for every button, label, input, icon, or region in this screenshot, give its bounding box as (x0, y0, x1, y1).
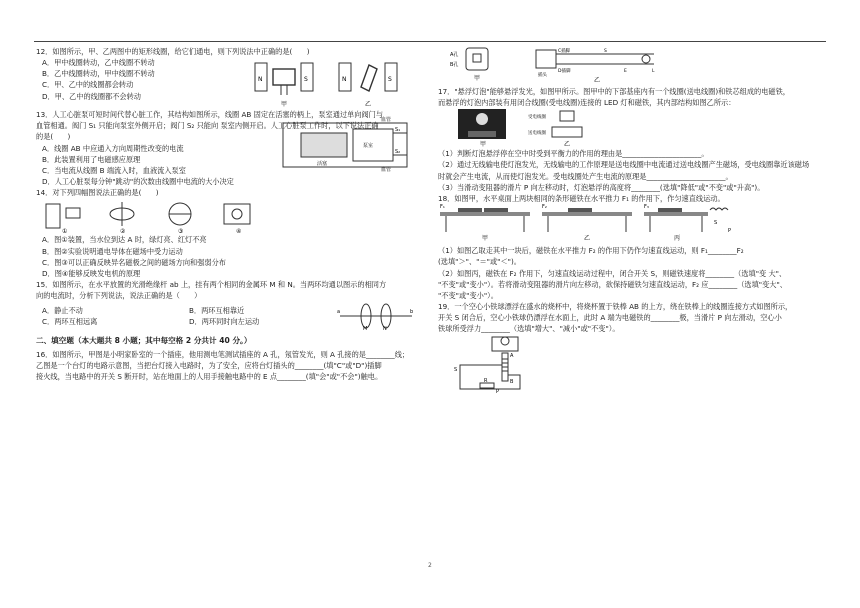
q15-label-n: N (383, 326, 387, 332)
q14-label-2: ② (120, 228, 126, 235)
q16-lamp-circuit-figure (534, 46, 664, 86)
q13-label-vessel-top: 血管 (381, 116, 392, 123)
header-rule (34, 41, 826, 42)
q15-rings-figure (336, 301, 416, 331)
q15-label-m: M (363, 326, 368, 332)
q16-line-2: 乙图是一个台灯的电路示意图，当把台灯接入电路时，为了安全，应将台灯插头的________(填"C"或"D")插脚 (36, 361, 382, 371)
q15-option-a: A．静止不动 (42, 306, 83, 316)
q14-label-4: ④ (236, 228, 242, 235)
q12-magnet-s-jia: S (304, 76, 308, 84)
q18-label-f1: F₁ (440, 204, 445, 211)
q12-block (36, 57, 428, 109)
q19-label-switch: S (454, 366, 458, 373)
q18-sub-2a: （2）如图丙，磁铁在 F₂ 作用下，匀速直线运动过程中，闭合开关 S，则磁铁速度将________（选填"变 大"、 (438, 268, 787, 278)
q18-label-jia: 甲 (482, 235, 489, 243)
q13-option-b: B．此装置利用了电磁感应原理 (42, 154, 141, 164)
q17-label-receiver-coil: 受电线圈 (528, 115, 546, 121)
q14-figure-1 (44, 198, 84, 234)
q14-label-3: ③ (178, 228, 184, 235)
q14-figure-2 (102, 198, 142, 234)
q13-option-d: D．人工心脏泵每分钟"跳动"的次数由线圈中电流的大小决定 (42, 177, 234, 187)
q13-label-s2: S₂ (395, 148, 401, 155)
q18-label-switch: S (714, 220, 718, 227)
q17-line-2: 而悬浮的灯泡内部装有用闭合线圈(受电线圈)连接的 LED 灯和磁铁，其内部结构如图乙所示： (438, 98, 736, 108)
q13-option-c: C．当电流从线圈 B 端流入时，血液流入泵室 (42, 165, 186, 175)
q18-sub-1a: （1）如图乙取走其中一块后，磁铁在水平推力 F₂ 的作用下仍作匀速直线运动，则 F₁________F₂ (438, 246, 744, 256)
q17-line-1: 17．"悬浮灯泡"能够悬浮发光，如图甲所示。图甲中的下部基座内有一个线圈(送电线圈)和铁芯组成的电磁铁， (438, 87, 790, 96)
q14-option-a: A．图①装置，当水位到达 A 时，绿灯亮、红灯不亮 (42, 235, 207, 245)
q13-heart-pump-figure (281, 113, 411, 188)
q13-stem-1: 13．人工心脏泵可短时间代替心脏工作，其结构如图所示，线圈 AB 固定在活塞的柄上，泵室通过单向阀门与 (36, 110, 384, 120)
q14-label-1: ① (62, 228, 68, 235)
q13-stem-3: 的是( ) (36, 132, 71, 142)
q14-stem: 14．对下列四幅图说法正确的是( ) (36, 188, 159, 198)
q16-label-plug: 插头 (538, 73, 547, 78)
q16-label-jia: 甲 (474, 75, 481, 82)
q12-figure-yi (335, 57, 405, 109)
q16-label-yi: 乙 (594, 77, 601, 84)
q17-levitating-bulb-photo (458, 109, 506, 147)
q17-sub-1: （1）判断灯泡悬浮停在空中时受到平衡力的作用的理由是______________________。 (438, 149, 709, 159)
q15-option-b: B．两环互相靠近 (189, 306, 245, 316)
q18-sub-2b: "不变"或"变小"）。若将滑动变阻器的滑片向左移动，欲保持磁铁匀速直线运动，F₂ 应________（选填"变大"、 (438, 279, 787, 289)
q12-label-yi: 乙 (365, 101, 372, 109)
q19-line-3: 铁球所受浮力________（选填"增大"、"减小"或"不变"）。 (438, 324, 620, 334)
q16-label-hole-a: A孔 (450, 52, 459, 58)
q13-label-vessel-bottom: 血管 (381, 166, 392, 173)
q13-stem-2: 血管相通。阀门 S₁ 只能向泵室外侧开启；阀门 S₂ 只能向 泵室内侧开启。人工心脏泵工作时，以下说法正确 (36, 121, 379, 131)
q18-label-f3: F₃ (644, 204, 649, 211)
q12-figure-jia (251, 57, 321, 109)
q19-label-b: B (510, 378, 514, 385)
q12-magnet-n-jia: N (258, 76, 263, 84)
q13-option-a: A．线圈 AB 中应通入方向周期性改变的电流 (42, 143, 184, 153)
q19-electromagnet-figure (450, 335, 540, 393)
q12-option-c: C．甲、乙中的线圈都会转动 (42, 80, 134, 90)
q16-label-pin-d: D插脚 (558, 69, 571, 74)
q12-magnet-s-yi: S (388, 76, 392, 84)
right-column (438, 46, 828, 396)
q12-magnet-n-yi: N (342, 76, 347, 84)
q12-stem: 12．如图所示，甲、乙两图中的矩形线圈，给它们通电，则下列说法中正确的是( ) (36, 47, 310, 56)
q15-stem-1: 15．如图所示，在水平放置的光滑绝缘杆 ab 上，挂有两个相同的金属环 M 和 N。当两环均通以图示的相同方 (36, 280, 387, 290)
q17-figures (458, 108, 828, 148)
q15-option-d: D．两环同时向左运动 (189, 317, 260, 327)
q17-label-jia: 甲 (480, 141, 487, 148)
q19-label-slider: P (496, 388, 500, 393)
q16-label-hole-b: B孔 (450, 62, 459, 68)
q17-structure-figure (526, 109, 606, 147)
q18-label-yi: 乙 (584, 235, 591, 243)
q13-label-piston: 活塞 (317, 160, 328, 167)
q12-option-a: A．甲中线圈转动，乙中线圈不转动 (42, 58, 155, 68)
q15-stem-2: 向的电流时，分析下列说法，说法正确的是（ ） (36, 291, 202, 301)
q19-line-2: 开关 S 闭合后，空心小铁球仍漂浮在水面上，此时 A 端为电磁铁的________极，当滑片 P 向左滑动，空心小 (438, 313, 782, 323)
q15-label-a: a (337, 309, 341, 316)
q13-label-pump-chamber: 泵室 (363, 142, 374, 149)
q16-label-point-e: E (624, 69, 627, 74)
q14-option-d: D．图④能够反映发电机的原理 (42, 268, 141, 278)
q15-label-b: b (410, 309, 414, 316)
q17-label-sender-coil: 送电线圈 (528, 131, 546, 137)
q14-figures (44, 198, 428, 234)
q12-option-d: D．甲、乙中的线圈都不会转动 (42, 91, 141, 101)
q18-label-f2: F₂ (542, 204, 547, 211)
left-column (36, 46, 428, 383)
page-number: 2 (428, 562, 432, 569)
q18-figures (438, 204, 738, 242)
q12-figures (251, 57, 405, 109)
q18-sub-1b: (选填"＞"、"＝"或"＜")。 (438, 257, 521, 267)
q17-sub-2a: （2）通过无线输电使灯泡发光，无线输电的工作原理是送电线圈中电流通过送电线圈产生磁场，受电线圈靠近该磁场 (438, 160, 810, 170)
q16-label-lamp: L (652, 69, 655, 74)
q16-label-pin-c: C插脚 (558, 49, 571, 54)
q19-line-1: 19．一个空心小铁球漂浮在盛水的烧杯中，将烧杯置于铁棒 AB 的上方，绕在铁棒上的线圈连接方式如图所示， (438, 302, 793, 312)
q14-option-b: B．图②实验说明通电导体在磁场中受力运动 (42, 246, 183, 256)
q19-label-resistor: R (484, 377, 488, 384)
q18-label-bing: 丙 (674, 235, 681, 243)
q17-sub-3: （3）当滑动变阻器的滑片 P 向左移动时，灯泡悬浮的高度将________(选填"降低"或"不变"或"升高")。 (438, 182, 765, 192)
q16-figures (448, 46, 828, 86)
q14-figure-4 (218, 198, 258, 234)
q19-label-a: A (510, 352, 514, 359)
q18-line-1: 18．如图甲，水平桌面上两块相同的条形磁铁在水平推力 F₁ 的作用下，作匀速直线运动。 (438, 193, 725, 203)
q18-label-slider: P (728, 228, 732, 235)
q12-label-jia: 甲 (281, 101, 288, 109)
q15-option-c: C．两环互相远离 (42, 317, 98, 327)
q17-sub-2b: 时就会产生电流，从而使灯泡发光。受电线圈处产生电流的原理是______________________。 (438, 171, 733, 181)
q14-figure-3 (160, 198, 200, 234)
q16-line-3: 接火线，当电路中的开关 S 断开时，站在地面上的人用手接触电路中的 E 点________(填"会"或"不会")触电。 (36, 372, 383, 382)
q16-label-switch: S (604, 49, 607, 54)
q14-option-c: C．图③可以正确反映异名磁极之间的磁场方向和强弱分布 (42, 257, 226, 267)
q17-label-yi: 乙 (564, 141, 571, 148)
q16-socket-figure (448, 46, 508, 86)
q12-option-b: B．乙中线圈转动，甲中线圈不转动 (42, 69, 155, 79)
q18-sub-2c: "不变"或"变小"）。 (438, 290, 498, 300)
q13-label-s1: S₁ (395, 126, 401, 133)
section-fill-in-title: 二、填空题（本大题共 8 小题；其中每空格 2 分共计 40 分。） (36, 336, 252, 346)
q15-block (36, 301, 428, 331)
q16-line-1: 16．如图所示，甲图是小明家卧室的一个插座，他用测电笔测试插座的 A 孔，氖管发光，则 A 孔接的是________线； (36, 350, 410, 360)
